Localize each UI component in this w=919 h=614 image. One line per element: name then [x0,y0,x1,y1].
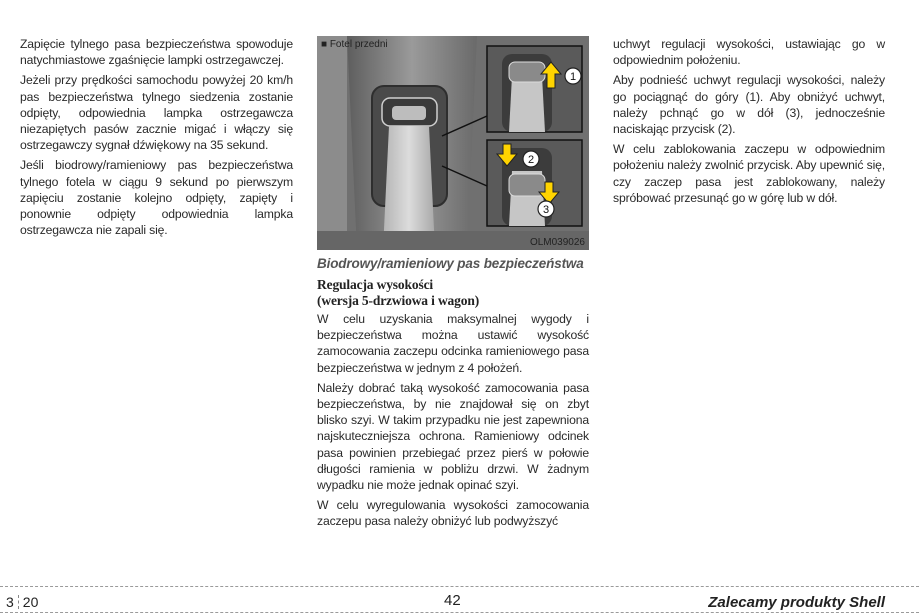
footer-divider-top [0,586,919,587]
paragraph-height-adjust-neck: Należy dobrać taką wysokość zamocowania pasa bezpieczeństwa, by nie znajdował się on zbyt blisko szyi. W takim przypadku nie jest zapewniona najskuteczniejsza ochrona. Ramieniowy odcinek pasa powinien przebiegać przez pierś w połowie długości ramienia w pobliżu drzwi. W żadnym wypadku nie może jednak opinać szyi. [317,380,589,493]
section-subtitle: Biodrowy/ramieniowy pas bezpieczeństwa [317,256,584,271]
page-number: 42 [444,592,461,609]
section-heading [317,277,589,308]
section-number: 3 [6,594,14,610]
left-column [20,36,293,242]
section-separator [18,595,19,609]
figure-code: OLM039026 [529,237,585,248]
paragraph-continuation: uchwyt regulacji wysokości, ustawiając go w odpowiednim położeniu. [613,37,885,68]
paragraph-rear-belt-9-seconds: Jeśli biodrowy/ramieniowy pas bezpieczeństwa tylnego fotela w ciągu 9 sekund po pierwszym zapięciu zostanie kolejno odpięty, zapięty i ponownie odpięty odpowiednia lampka ostrzegawcza nie zapali się. [20,158,293,238]
section-heading-line-2: (wersja 5-drzwiowa i wagon) [317,292,480,308]
figure-label: ■ Fotel przedni [321,39,388,50]
callout-number-3: 3 [542,204,550,216]
seat-belt-height-adjuster-figure [317,36,589,250]
section-heading-line-1: Regulacja wysokości [317,277,434,292]
paragraph-lock: W celu zablokowania zaczepu w odpowiednim położeniu należy zwolnić przycisk. Aby upewnić się, czy zaczep pasa jest zablokowany, należy spróbować przesunąć go w górę lub w dół. [613,142,885,205]
section-page-number: 20 [22,594,39,610]
figure-bullet-icon: ■ [321,39,328,50]
right-column [613,36,885,210]
paragraph-height-adjust-intro: W celu uzyskania maksymalnej wygody i bezpieczeństwa można ustawić wysokość zamocowania zaczepu odcinka ramieniowego pasa bezpieczeństwa w jednym z 4 położeń. [317,312,589,375]
callout-number-1: 1 [569,71,577,83]
footer-divider-bottom [0,612,919,613]
middle-column [317,256,589,534]
paragraph-height-adjust-howto: W celu wyregulowania wysokości zamocowania zaczepu pasa należy obniżyć lub podwyższyć [317,498,589,529]
seat-belt-illustration [317,36,589,250]
paragraph-raise-lower: Aby podnieść uchwyt regulacji wysokości, należy go pociągnąć do góry (1). Aby obniżyć uchwyt, należy pchnąć go w dół (3), jednocześnie naciskając przycisk (2). [613,73,885,137]
section-page-marker [6,594,38,610]
paragraph-rear-belt-unbuckled-warning: Jeżeli przy prędkości samochodu powyżej 20 km/h pas bezpieczeństwa tylnego siedzenia zostanie odpięty, odpowiednia lampka ostrzegawcza niezapiętych pasów zacznie migać i włączy się ostrzegawczy sygnał dźwiękowy na 35 sekund. [20,73,293,153]
paragraph-rear-belt-buckled: Zapięcie tylnego pasa bezpieczeństwa spowoduje natychmiastowe zgaśnięcie lampki ostrzegawczej. [20,37,293,68]
footer-slogan: Zalecamy produkty Shell [708,594,885,611]
callout-number-2: 2 [527,154,535,166]
